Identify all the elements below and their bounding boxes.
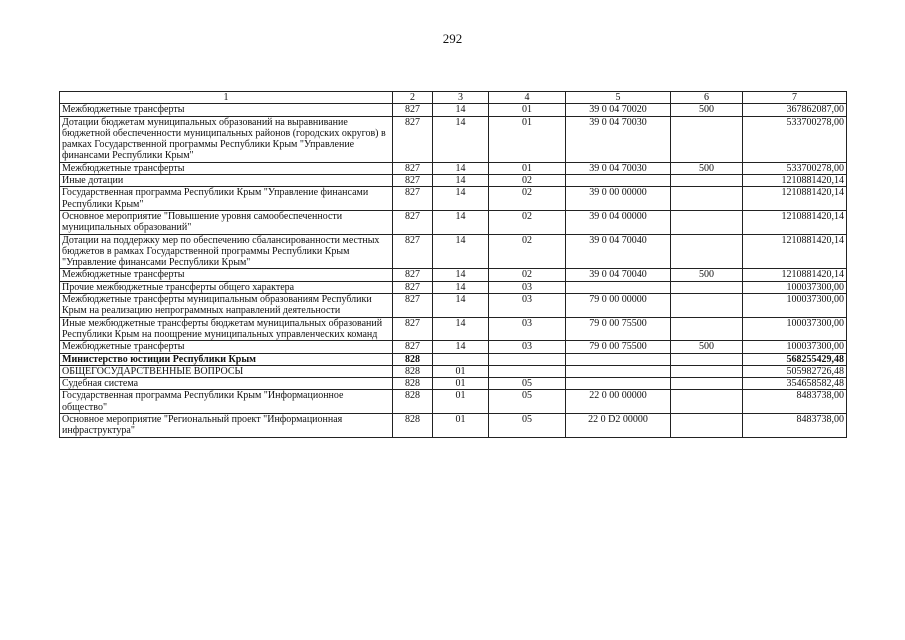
row-subsection-cell (489, 365, 566, 377)
row-expense-type-cell: 500 (671, 162, 743, 174)
table-row (60, 104, 847, 116)
table-row (60, 162, 847, 174)
row-target-article-cell: 39 0 04 70030 (566, 116, 671, 162)
row-amount-cell: 367862087,00 (743, 104, 847, 116)
row-target-article-cell: 39 0 04 70040 (566, 269, 671, 281)
row-expense-type-cell (671, 390, 743, 414)
row-section-cell: 14 (433, 210, 489, 234)
row-name-cell: Государственная программа Республики Крым "Управление финансами Республики Крым" (60, 187, 393, 211)
row-name-cell: Основное мероприятие "Региональный проект "Информационная инфраструктура" (60, 414, 393, 438)
row-subsection-cell: 02 (489, 234, 566, 269)
table-row (60, 353, 847, 365)
row-target-article-cell: 39 0 00 00000 (566, 187, 671, 211)
row-ved-cell: 827 (393, 162, 433, 174)
row-target-article-cell: 39 0 04 70020 (566, 104, 671, 116)
row-amount-cell: 533700278,00 (743, 116, 847, 162)
row-ved-cell: 827 (393, 116, 433, 162)
table-row (60, 234, 847, 269)
row-amount-cell: 505982726,48 (743, 365, 847, 377)
row-ved-cell: 827 (393, 175, 433, 187)
row-ved-cell: 828 (393, 365, 433, 377)
table-row (60, 365, 847, 377)
row-section-cell: 14 (433, 317, 489, 341)
row-expense-type-cell (671, 294, 743, 318)
row-ved-cell: 828 (393, 390, 433, 414)
row-target-article-cell (566, 281, 671, 293)
page-number: 292 (442, 31, 463, 46)
row-section-cell (433, 353, 489, 365)
row-name-cell: Межбюджетные трансферты муниципальным образованиям Республики Крым на реализацию непрограммных направлений деятельности (60, 294, 393, 318)
row-expense-type-cell (671, 187, 743, 211)
header-cell: 6 (671, 92, 743, 104)
row-section-cell: 01 (433, 378, 489, 390)
row-section-cell: 14 (433, 162, 489, 174)
row-name-cell: Судебная система (60, 378, 393, 390)
row-ved-cell: 827 (393, 234, 433, 269)
row-target-article-cell (566, 365, 671, 377)
row-amount-cell: 568255429,48 (743, 353, 847, 365)
row-subsection-cell: 05 (489, 414, 566, 438)
row-name-cell: Прочие межбюджетные трансферты общего характера (60, 281, 393, 293)
row-subsection-cell: 02 (489, 269, 566, 281)
row-ved-cell: 827 (393, 281, 433, 293)
row-section-cell: 14 (433, 175, 489, 187)
row-expense-type-cell: 500 (671, 104, 743, 116)
row-target-article-cell: 39 0 04 70040 (566, 234, 671, 269)
row-name-cell: Межбюджетные трансферты (60, 341, 393, 353)
row-ved-cell: 827 (393, 294, 433, 318)
row-name-cell: ОБЩЕГОСУДАРСТВЕННЫЕ ВОПРОСЫ (60, 365, 393, 377)
row-name-cell: Межбюджетные трансферты (60, 104, 393, 116)
row-amount-cell: 1210881420,14 (743, 187, 847, 211)
table-row (60, 317, 847, 341)
row-target-article-cell (566, 378, 671, 390)
row-section-cell: 14 (433, 269, 489, 281)
row-name-cell: Министерство юстиции Республики Крым (60, 353, 393, 365)
row-subsection-cell: 05 (489, 378, 566, 390)
row-section-cell: 14 (433, 104, 489, 116)
row-ved-cell: 827 (393, 187, 433, 211)
header-cell: 3 (433, 92, 489, 104)
row-ved-cell: 827 (393, 341, 433, 353)
header-cell: 5 (566, 92, 671, 104)
row-subsection-cell: 03 (489, 317, 566, 341)
row-expense-type-cell (671, 317, 743, 341)
row-amount-cell: 8483738,00 (743, 390, 847, 414)
row-section-cell: 01 (433, 365, 489, 377)
row-name-cell: Дотации бюджетам муниципальных образований на выравнивание бюджетной обеспеченности муниципальных районов (городских округов) в рамках Государственной программы Республики Крым "Управление финансами Республики Крым" (60, 116, 393, 162)
row-subsection-cell: 05 (489, 390, 566, 414)
row-subsection-cell: 01 (489, 116, 566, 162)
table-row (60, 378, 847, 390)
row-amount-cell: 1210881420,14 (743, 175, 847, 187)
row-ved-cell: 828 (393, 414, 433, 438)
row-subsection-cell: 03 (489, 281, 566, 293)
header-cell: 2 (393, 92, 433, 104)
row-name-cell: Дотации на поддержку мер по обеспечению сбалансированности местных бюджетов в рамках Государственной программы Республики Крым "Управление финансами Республики Крым" (60, 234, 393, 269)
row-target-article-cell: 39 0 04 70030 (566, 162, 671, 174)
row-section-cell: 14 (433, 187, 489, 211)
row-expense-type-cell: 500 (671, 269, 743, 281)
row-ved-cell: 827 (393, 210, 433, 234)
row-target-article-cell: 22 0 D2 00000 (566, 414, 671, 438)
header-cell: 4 (489, 92, 566, 104)
row-amount-cell: 1210881420,14 (743, 234, 847, 269)
row-amount-cell: 100037300,00 (743, 294, 847, 318)
row-subsection-cell (489, 353, 566, 365)
row-subsection-cell: 02 (489, 187, 566, 211)
row-ved-cell: 828 (393, 353, 433, 365)
table-header-row (60, 92, 847, 104)
row-ved-cell: 827 (393, 317, 433, 341)
row-amount-cell: 8483738,00 (743, 414, 847, 438)
row-name-cell: Основное мероприятие "Повышение уровня самообеспеченности муниципальных образований" (60, 210, 393, 234)
row-expense-type-cell (671, 378, 743, 390)
row-section-cell: 14 (433, 341, 489, 353)
row-amount-cell: 533700278,00 (743, 162, 847, 174)
row-name-cell: Государственная программа Республики Крым "Информационное общество" (60, 390, 393, 414)
row-section-cell: 14 (433, 294, 489, 318)
row-target-article-cell: 79 0 00 75500 (566, 341, 671, 353)
table-row (60, 269, 847, 281)
row-section-cell: 14 (433, 281, 489, 293)
row-amount-cell: 1210881420,14 (743, 269, 847, 281)
row-subsection-cell: 01 (489, 162, 566, 174)
row-subsection-cell: 02 (489, 175, 566, 187)
row-target-article-cell (566, 353, 671, 365)
table-row (60, 414, 847, 438)
row-target-article-cell: 39 0 04 00000 (566, 210, 671, 234)
row-expense-type-cell (671, 116, 743, 162)
row-section-cell: 01 (433, 390, 489, 414)
table-row (60, 175, 847, 187)
budget-table (59, 91, 847, 438)
row-subsection-cell: 02 (489, 210, 566, 234)
header-cell: 1 (60, 92, 393, 104)
table-row (60, 116, 847, 162)
row-expense-type-cell (671, 234, 743, 269)
row-section-cell: 14 (433, 234, 489, 269)
row-target-article-cell (566, 175, 671, 187)
row-ved-cell: 827 (393, 269, 433, 281)
table-row (60, 210, 847, 234)
row-section-cell: 14 (433, 116, 489, 162)
table-row (60, 390, 847, 414)
table-row (60, 341, 847, 353)
row-amount-cell: 100037300,00 (743, 317, 847, 341)
row-target-article-cell: 22 0 00 00000 (566, 390, 671, 414)
row-amount-cell: 1210881420,14 (743, 210, 847, 234)
row-name-cell: Межбюджетные трансферты (60, 162, 393, 174)
row-expense-type-cell: 500 (671, 341, 743, 353)
row-amount-cell: 100037300,00 (743, 281, 847, 293)
row-target-article-cell: 79 0 00 00000 (566, 294, 671, 318)
row-ved-cell: 827 (393, 104, 433, 116)
row-amount-cell: 100037300,00 (743, 341, 847, 353)
row-name-cell: Иные дотации (60, 175, 393, 187)
row-name-cell: Иные межбюджетные трансферты бюджетам муниципальных образований Республики Крым на поощрение муниципальных управленческих команд (60, 317, 393, 341)
header-cell: 7 (743, 92, 847, 104)
row-expense-type-cell (671, 281, 743, 293)
table-row (60, 294, 847, 318)
table-row (60, 281, 847, 293)
row-expense-type-cell (671, 175, 743, 187)
row-name-cell: Межбюджетные трансферты (60, 269, 393, 281)
table-row (60, 187, 847, 211)
row-expense-type-cell (671, 210, 743, 234)
row-subsection-cell: 03 (489, 294, 566, 318)
row-ved-cell: 828 (393, 378, 433, 390)
row-target-article-cell: 79 0 00 75500 (566, 317, 671, 341)
row-amount-cell: 354658582,48 (743, 378, 847, 390)
row-subsection-cell: 03 (489, 341, 566, 353)
row-subsection-cell: 01 (489, 104, 566, 116)
row-expense-type-cell (671, 365, 743, 377)
row-expense-type-cell (671, 353, 743, 365)
row-section-cell: 01 (433, 414, 489, 438)
row-expense-type-cell (671, 414, 743, 438)
